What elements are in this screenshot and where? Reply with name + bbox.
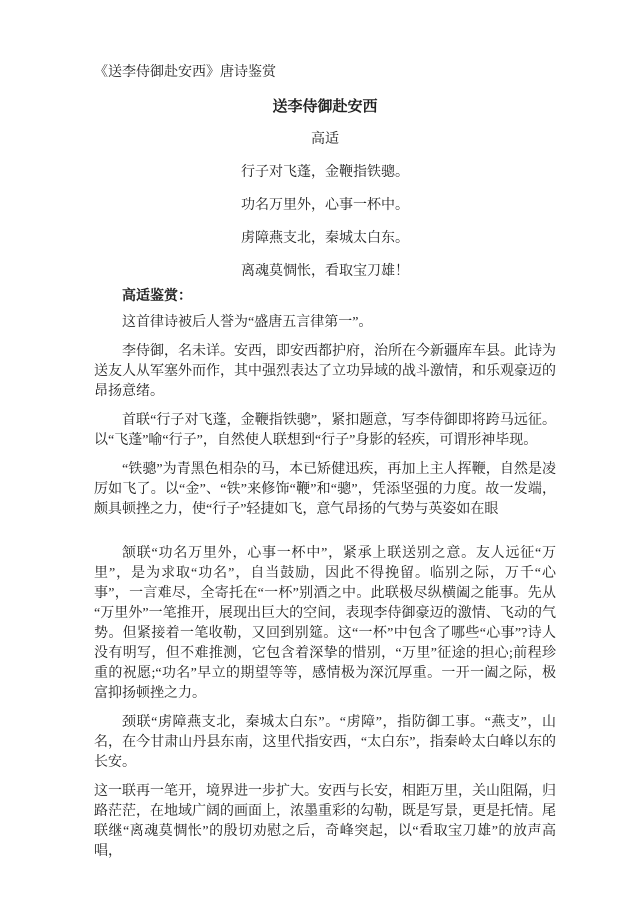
- poem-line: 功名万里外，心事一杯中。: [241, 198, 409, 213]
- poem-line: 行子对飞蓬，金鞭指铁骢。: [241, 165, 409, 180]
- paragraph: 这首律诗被后人誉为“盛唐五言律第一”。: [122, 315, 373, 330]
- poem-line: 离魂莫惆怅，看取宝刀雄！: [241, 264, 409, 279]
- paragraph: 这一联再一笔开，境界进一步扩大。安西与长安，相距万里，关山阻隔，归路茫茫，在地域广阔的画面上，浓墨重彩的勾勒，既是写景，更是托情。尾联继“离魂莫惆怅”的殷切劝慰之后，奇峰突起，以“看取宝刀雄”的放声高唱，: [94, 784, 556, 859]
- poem-author: 高适: [311, 132, 339, 147]
- appreciation-heading: 高适鉴赏：: [122, 289, 192, 304]
- paragraph: 首联“行子对飞蓬，金鞭指铁骢”，紧扣题意，写李侍御即将跨马远征。以“飞蓬”喻“行子”，自然使人联想到“行子”身影的轻疾，可谓形神毕现。: [94, 413, 556, 448]
- paragraph: 颔联“功名万里外，心事一杯中”，紧承上联送别之意。友人远征“万里”，是为求取“功名”，自当鼓励，因此不得挽留。临别之际，万千“心事”，一言难尽，全寄托在“一杯”别酒之中。此联极尽纵横阖之能事。先从“万里外”一笔推开，展现出巨大的空间，表现李侍御豪迈的激情、飞动的气势。但紧接着一笔收勒，又回到别筵。这“一杯”中包含了哪些“心事”?诗人没有明写，但不难推测，它包含着深挚的惜别，“万里”征途的担心;前程珍重的祝愿;“功名”早立的期望等等，感情极为深沉厚重。一开一阖之际，极富抑扬顿挫之力。: [94, 546, 556, 701]
- poem-line: 虏障燕支北，秦城太白东。: [241, 231, 409, 246]
- poem-title: 送李侍御赴安西: [272, 99, 378, 115]
- poem-block: [94, 97, 556, 282]
- paragraph: 颈联“虏障燕支北，秦城太白东”。“虏障”，指防御工事。“燕支”，山名，在今甘肃山丹县东南，这里代指安西，“太白东”，指秦岭太白峰以东的长安。: [94, 715, 556, 770]
- paragraph: “铁骢”为青黑色相杂的马，本已矫健迅疾，再加上主人挥鞭，自然是凌厉如飞了。以“金”、“铁”来修饰“鞭”和“骢”，凭添坚强的力度。故一发端，颇具顿挫之力，使“行子”轻捷如飞，意气昂扬的气势与英姿如在眼: [94, 462, 556, 517]
- doc-title: 《送李侍御赴安西》唐诗鉴赏: [94, 65, 276, 80]
- paragraph: 李侍御，名未详。安西，即安西都护府，治所在今新疆库车县。此诗为送友人从军塞外而作，其中强烈表达了立功异域的战斗激情，和乐观豪迈的昂扬意绪。: [94, 344, 556, 399]
